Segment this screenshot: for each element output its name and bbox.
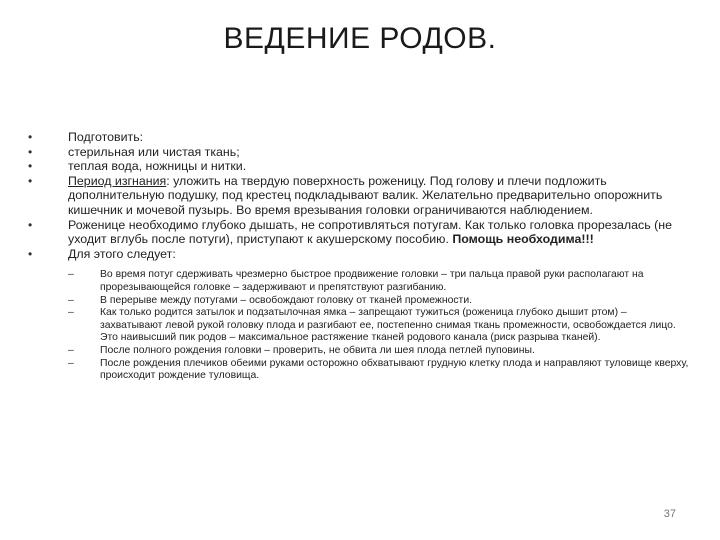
bullet-item-prepare: • Подготовить: bbox=[28, 130, 690, 145]
steps-intro: Для этого следует: bbox=[68, 246, 176, 261]
help-needed-text: Помощь необходима!!! bbox=[452, 232, 594, 247]
step-item: – Во время потуг сдерживать чрезмерно быстрое продвижение головки – три пальца правой руки располагают на прорезывающейся головке – задерживают и препятствуют разгибанию. bbox=[68, 269, 690, 294]
page-number: 37 bbox=[663, 508, 676, 520]
bullet-item-water: • теплая вода, ножницы и нитки. bbox=[28, 159, 690, 174]
bullet-item-expulsion bbox=[28, 174, 690, 218]
step-item: – После рождения плечиков обеими руками осторожно обхватывают грудную клетку плода и направляют туловище кверху, происходит рождение туловища. bbox=[68, 358, 690, 383]
bullet-item-steps bbox=[28, 247, 690, 383]
breathing-text: Роженице необходимо глубоко дышать, не сопротивляться потугам. Как только головка прорезалась (не уходит вглубь после потуги), приступают к акушерскому пособию. bbox=[68, 217, 672, 247]
page-title: ВЕДЕНИЕ РОДОВ. bbox=[223, 22, 497, 55]
step-item: – В перерыве между потугами – освобождают головку от тканей промежности. bbox=[68, 295, 690, 308]
bullet-item-breathing bbox=[28, 218, 690, 247]
step-item: – Как только родится затылок и подзатылочная ямка – запрещают тужиться (роженица глубоко дышит ртом) – захватывают левой рукой головку плода и разгибают ее, постепенно снимая ткань промежности, освобождается лицо. Это наивысший пик родов – максимальное растяжение тканей родового канала (риск разрыва тканей). bbox=[68, 307, 690, 345]
expulsion-period-label: Период изгнания bbox=[68, 173, 167, 188]
expulsion-period-text: : уложить на твердую поверхность роженицу. Под голову и плечи подложить дополнительную подушку, под крестец подкладывают валик. Желательно предварительно опорожнить кишечник и мочевой пузырь. Во время врезывания головки ограничиваются наблюдением. bbox=[68, 173, 663, 217]
bullet-item-cloth: • стерильная или чистая ткань; bbox=[28, 145, 690, 160]
steps-list bbox=[68, 269, 690, 382]
step-item: – После полного рождения головки – проверить, не обвита ли шея плода петлей пуповины. bbox=[68, 345, 690, 358]
bullet-list bbox=[28, 130, 690, 383]
